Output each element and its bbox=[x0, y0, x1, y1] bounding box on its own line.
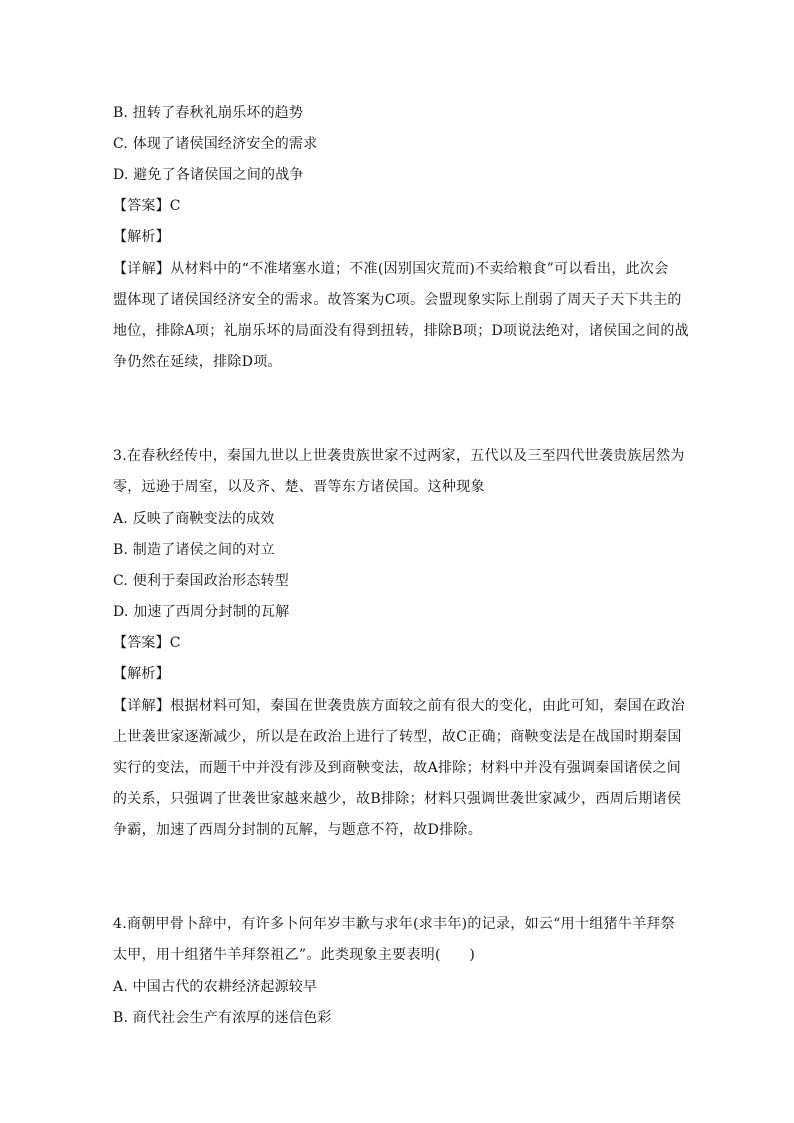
q3-option-b: B. 制造了诸侯之间的对立 bbox=[113, 542, 275, 558]
q3-explanation-line-5: 争霸，加速了西周分封制的瓦解，与题意不符，故D排除。 bbox=[113, 822, 483, 838]
q4-stem-line-1: 4.商朝甲骨卜辞中，有许多卜问年岁丰歉与求年(求丰年)的记录，如云“用十组猪牛羊拜祭 bbox=[113, 916, 676, 932]
q3-explanation-line-4: 的关系，只强调了世袭世家越来越少，故B排除；材料只强调世袭世家减少，西周后期诸侯 bbox=[113, 791, 682, 807]
q2-option-d: D. 避免了各诸侯国之间的战争 bbox=[113, 167, 304, 183]
q3-stem-line-2: 零，远逊于周室，以及齐、楚、晋等东方诸侯国。这种现象 bbox=[113, 479, 485, 495]
q3-analysis-label: 【解析】 bbox=[113, 666, 170, 682]
q4-option-b: B. 商代社会生产有浓厚的迷信色彩 bbox=[113, 1010, 332, 1026]
q2-analysis-label: 【解析】 bbox=[113, 229, 170, 245]
q3-explanation-line-1: 【详解】根据材料可知，秦国在世袭贵族方面较之前有很大的变化，由此可知，秦国在政治 bbox=[113, 698, 685, 714]
q2-answer: 【答案】C bbox=[113, 198, 181, 214]
q3-stem-line-1: 3.在春秋经传中，秦国九世以上世袭贵族世家不过两家，五代以及三至四代世袭贵族居然为 bbox=[113, 448, 685, 464]
q4-stem-line-2: 太甲，用十组猪牛羊拜祭祖乙”。此类现象主要表明( ) bbox=[113, 947, 476, 963]
q2-option-b: B. 扭转了春秋礼崩乐坏的趋势 bbox=[113, 105, 304, 121]
q2-explanation-line-1: 【详解】从材料中的“不准堵塞水道；不准(因别国灾荒而)不卖给粮食”可以看出，此次会 bbox=[113, 261, 669, 277]
q2-explanation-line-2: 盟体现了诸侯国经济安全的需求。故答案为C项。会盟现象实际上削弱了周天子天下共主的 bbox=[113, 292, 682, 308]
q3-answer: 【答案】C bbox=[113, 635, 181, 651]
q3-option-a: A. 反映了商鞅变法的成效 bbox=[113, 511, 275, 527]
q3-explanation-line-3: 实行的变法，而题干中并没有涉及到商鞅变法，故A排除；材料中并没有强调秦国诸侯之间 bbox=[113, 760, 682, 776]
q2-option-c: C. 体现了诸侯国经济安全的需求 bbox=[113, 136, 318, 152]
q3-explanation-line-2: 上世袭世家逐渐减少，所以是在政治上进行了转型，故C正确；商鞅变法是在战国时期秦国 bbox=[113, 729, 682, 745]
q3-option-c: C. 便利于秦国政治形态转型 bbox=[113, 573, 289, 589]
q2-explanation-line-3: 地位，排除A项；礼崩乐坏的局面没有得到扭转，排除B项；D项说法绝对，诸侯国之间的战 bbox=[113, 323, 689, 339]
q2-explanation-line-4: 争仍然在延续，排除D项。 bbox=[113, 354, 282, 370]
q3-option-d: D. 加速了西周分封制的瓦解 bbox=[113, 604, 290, 620]
q4-option-a: A. 中国古代的农耕经济起源较早 bbox=[113, 979, 318, 995]
